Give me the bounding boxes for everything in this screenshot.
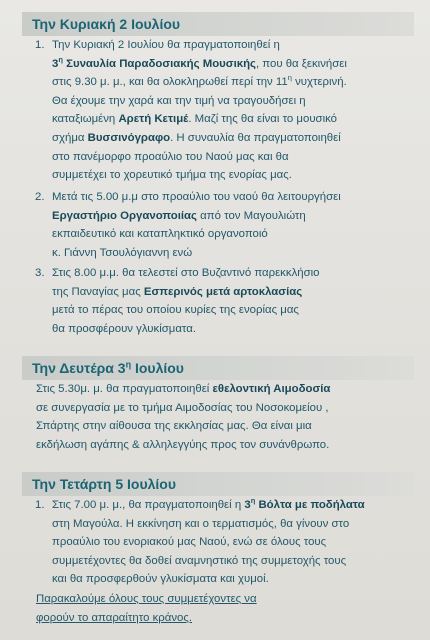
text-line <box>36 590 414 609</box>
text-line <box>52 496 414 515</box>
text-line <box>52 148 414 167</box>
text-run: , που θα ξεκινήσει <box>255 57 347 70</box>
emphasis-text: η <box>58 54 63 64</box>
item-text <box>52 188 414 262</box>
section-header-sunday <box>22 12 414 36</box>
emphasis-text: Βυσσινόγραφο <box>87 131 171 144</box>
emphasis-text: Βόλτα με ποδήλατα <box>255 499 365 511</box>
text-run: της Παναγίας μας <box>52 285 144 298</box>
text-run: εκπαιδευτικό και καταπληκτικό οργανοποιό <box>52 228 268 241</box>
text-run: σχήμα <box>52 131 88 144</box>
emphasis-text: Αρετή Κετιμέ <box>118 113 189 126</box>
item-text <box>52 264 414 338</box>
text-line <box>36 436 414 455</box>
text-line <box>52 92 414 111</box>
text-line <box>36 609 414 628</box>
item-number: 1. <box>35 499 45 511</box>
item-text <box>52 496 414 589</box>
text-run: στο πανέμορφο προαύλιο του Ναού μας και θα <box>52 150 289 163</box>
text-line <box>52 188 414 207</box>
text-run: . Μαζί της θα είναι το μουσικό <box>188 113 338 126</box>
text-run: καταξιωμένη <box>52 113 119 126</box>
text-line <box>52 283 414 302</box>
text-line <box>52 533 414 552</box>
text-line <box>52 55 414 74</box>
text-line <box>36 380 414 399</box>
text-run: Την Κυριακή 2 Ιουλίου θα πραγματοποιηθεί η <box>52 39 280 51</box>
text-run: Μετά τις 5.00 μ.μ στο προαύλιο του ναού θα λειτουργήσει <box>52 191 341 203</box>
emphasis-text: Συναυλία Παραδοσιακής Μουσικής <box>62 57 256 70</box>
text-line <box>52 515 414 534</box>
text-run: συμμετέχει το χορευτικό τμήμα της ενορίας μας. <box>52 169 292 182</box>
text-run: Στις 5.30μ. μ. θα πραγματοποιηθεί <box>36 383 213 395</box>
text-line <box>52 36 414 55</box>
text-line <box>52 73 414 92</box>
text-line <box>52 301 414 320</box>
item-number: 2. <box>35 191 45 203</box>
text-run: θα προσφέρουν γλυκίσματα. <box>52 322 196 335</box>
emphasis-text: Εργαστήριο Οργανοποιίας <box>52 209 197 222</box>
text-line <box>36 417 414 436</box>
emphasis-text: η <box>250 496 256 506</box>
text-run: στη Μαγούλα. Η εκκίνηση και ο τερματισμός, θα γίνουν στο <box>52 517 350 530</box>
item-number: 1. <box>35 39 45 51</box>
emphasis-text: 3 <box>244 499 251 511</box>
text-line <box>52 207 414 226</box>
text-run: Παρακαλούμε όλους τους συμμετέχοντες να <box>36 593 257 605</box>
item-number: 3. <box>35 267 45 279</box>
text-run: σε συνεργασία με το τμήμα Αιμοδοσίας του Νοσοκομείου , <box>36 401 329 414</box>
text-run: από τον Μαγουλιώτη <box>197 209 306 222</box>
text-line <box>52 110 414 129</box>
text-line <box>52 320 414 339</box>
text-run: στις 9.30 μ. μ., και θα ολοκληρωθεί περί την 11 <box>52 76 288 89</box>
text-run: προαύλιο του ενοριακού μας Ναού, ενώ σε όλους τους <box>52 536 327 549</box>
text-run: νυχτερινή. <box>291 76 347 89</box>
text-run: η <box>287 73 292 83</box>
helmet-note <box>36 590 414 627</box>
emphasis-text: εθελοντική Αιμοδοσία <box>212 383 331 395</box>
text-run: μετά το πέρας του οποίου κυρίες της ενορίας μας <box>52 304 299 317</box>
emphasis-text: 3 <box>52 57 59 70</box>
text-line <box>52 552 414 571</box>
text-line <box>36 399 414 418</box>
section-title: Την Δευτέρα $3^\eta$ Ιουλίου <box>32 359 184 376</box>
section-header-monday <box>22 356 414 380</box>
text-run: συμμετέχοντες θα δοθεί αναμνηστικό της συμμετοχής τους <box>52 554 347 567</box>
text-run: Σπάρτης στην αίθουσα της εκκλησίας μας. Θα είναι μια <box>36 420 312 433</box>
section-title: Την Τετάρτη 5 Ιουλίου <box>32 476 176 492</box>
text-line <box>52 244 414 263</box>
emphasis-text: Εσπερινός μετά αρτοκλασίας <box>143 285 303 298</box>
text-run: κ. Γιάννη Τσουλόγιαννη ενώ <box>52 246 193 259</box>
text-run: εκδήλωση αγάπης & αλληλεγγύης προς τον συνάνθρωπο. <box>36 438 330 451</box>
text-run: Θα έχουμε την χαρά και την τιμή να τραγουδήσει η <box>52 94 306 107</box>
paragraph <box>36 380 414 454</box>
section-header-wednesday <box>22 472 414 496</box>
item-text <box>52 36 414 185</box>
text-line <box>52 166 414 185</box>
text-run: φορούν το απαραίτητο κράνος. <box>36 611 193 624</box>
text-line <box>52 129 414 148</box>
text-line <box>52 570 414 589</box>
text-line <box>52 225 414 244</box>
text-run: . Η συναυλία θα πραγματοποιηθεί <box>170 131 341 144</box>
text-run: και θα προσφερθούν γλυκίσματα και χυμοί. <box>52 573 269 586</box>
section-title: Την Κυριακή 2 Ιουλίου <box>32 16 181 32</box>
text-run: Στις 8.00 μ.μ. θα τελεστεί στο Βυζαντινό παρεκκλήσιο <box>52 267 320 279</box>
text-line <box>52 264 414 283</box>
text-run: Στις 7.00 μ. μ., θα πραγματοποιηθεί η <box>52 499 245 511</box>
